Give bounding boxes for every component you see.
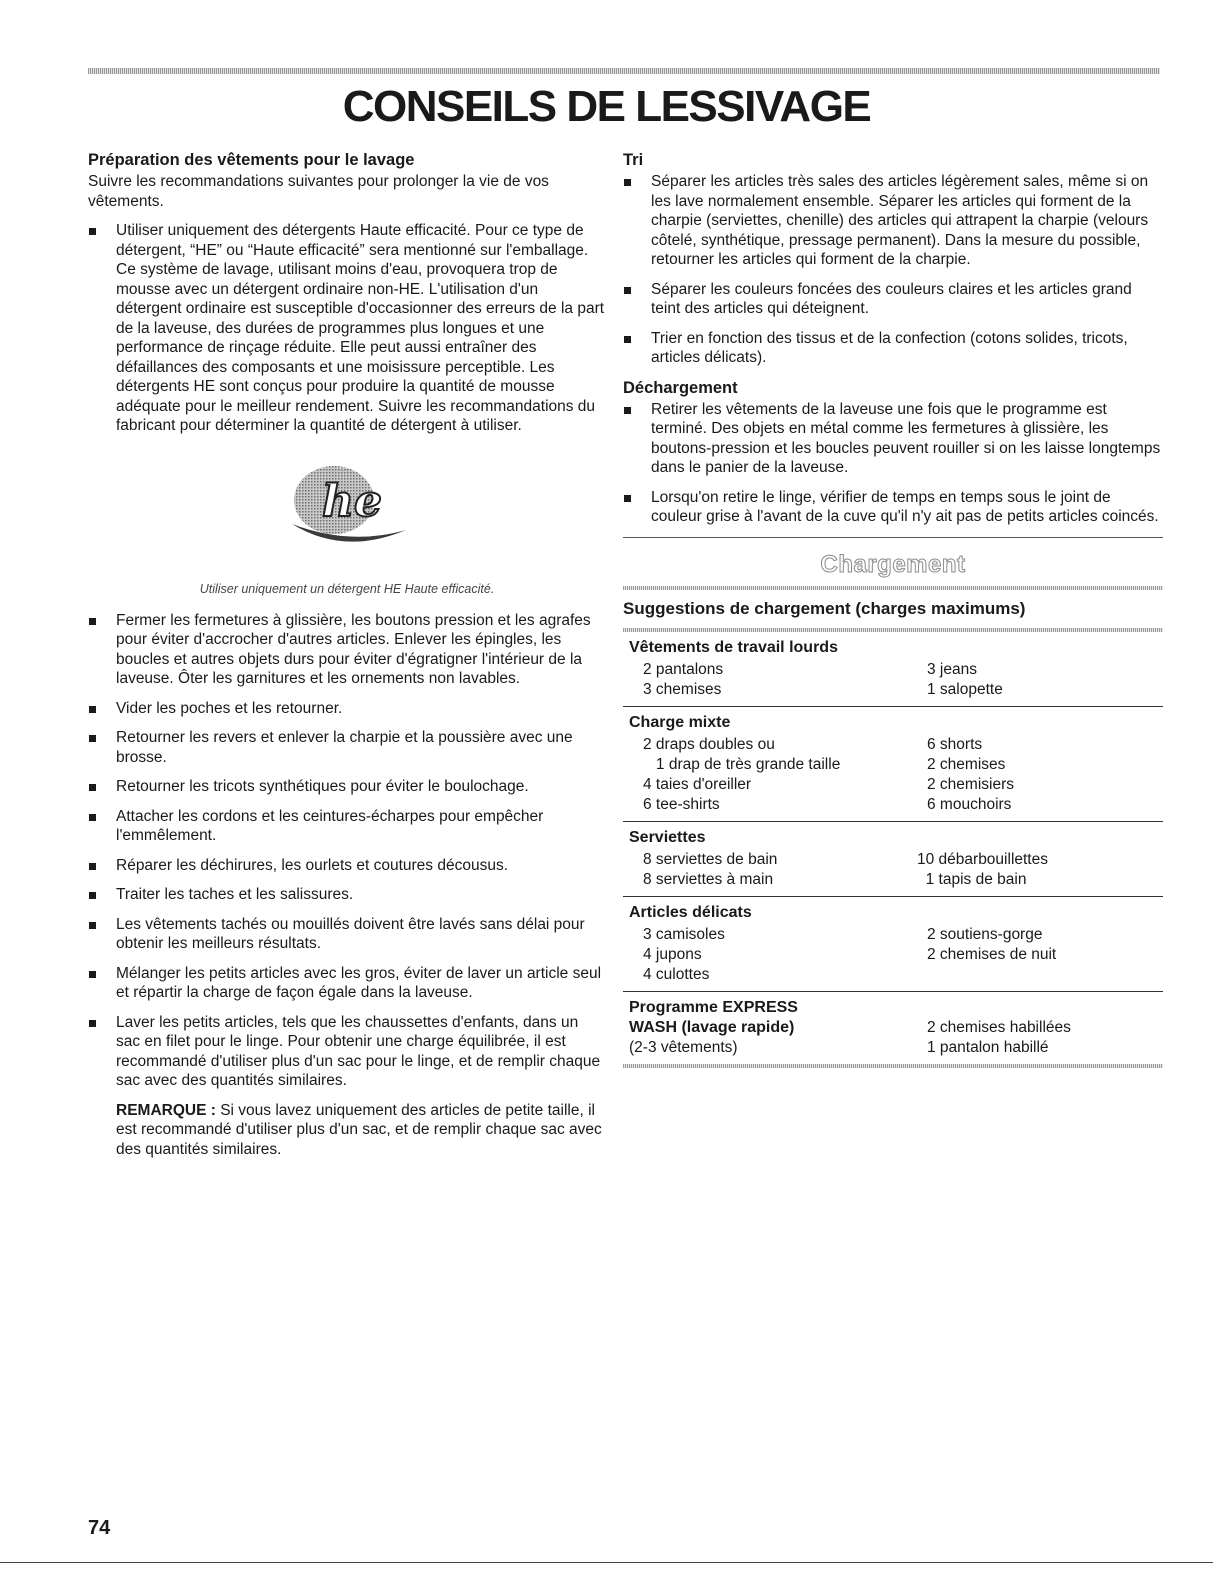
- load-category: [623, 897, 1163, 991]
- logo-caption: Utiliser uniquement un détergent HE Haute efficacité.: [199, 581, 495, 596]
- category-title: Charge mixte: [629, 713, 731, 731]
- list-item: [623, 280, 1163, 319]
- bullet-square-icon: [89, 706, 96, 713]
- list-item: [623, 329, 1163, 368]
- list-item: [88, 915, 606, 954]
- category-title: Articles délicats: [629, 903, 752, 921]
- bullet-square-icon: [89, 971, 96, 978]
- express-title-line2: WASH (lavage rapide): [629, 1018, 795, 1036]
- load-item: 2 chemisiers: [927, 775, 1014, 793]
- load-item: 10 débarbouillettes: [917, 850, 1048, 868]
- bullet-text: Laver les petits articles, tels que les chaussettes d'enfants, dans un sac en filet pour le linge. Pour obtenir une charge équilibrée, il est recommandé d'utiliser plus d'un sac pour le linge, et de remplir chaque sac avec des quantités similaires.: [116, 1013, 601, 1089]
- list-item: [88, 964, 606, 1003]
- bullet-text: Trier en fonction des tissus et de la confection (cotons solides, tricots, articles délicats).: [651, 329, 1128, 366]
- load-item: 6 tee-shirts: [643, 795, 720, 813]
- category-title: Serviettes: [629, 828, 706, 846]
- load-item: 2 draps doubles ou: [643, 735, 775, 753]
- load-item: 2 soutiens-gorge: [927, 925, 1043, 943]
- list-item: [88, 777, 606, 797]
- load-item: 4 jupons: [643, 945, 702, 963]
- bullet-square-icon: [89, 784, 96, 791]
- load-item: 6 mouchoirs: [927, 795, 1012, 813]
- load-item: 1 tapis de bain: [917, 870, 1027, 888]
- load-item: 8 serviettes de bain: [643, 850, 778, 868]
- load-item: 1 salopette: [927, 680, 1003, 698]
- chargement-title: Chargement: [820, 550, 966, 578]
- bullet-square-icon: [624, 179, 631, 186]
- preparation-list-2: [88, 611, 606, 1091]
- bullet-square-icon: [624, 407, 631, 414]
- load-category: [623, 822, 1163, 896]
- bullet-square-icon: [89, 228, 96, 235]
- note-label: REMARQUE :: [116, 1101, 216, 1119]
- bullet-square-icon: [89, 618, 96, 625]
- load-item: 3 chemises: [643, 680, 722, 698]
- list-item: [623, 488, 1163, 527]
- list-item: [88, 807, 606, 846]
- page-title: CONSEILS DE LESSIVAGE: [342, 82, 871, 131]
- suggestions-heading: Suggestions de chargement (charges maximums): [623, 598, 1026, 618]
- he-logo-block: [88, 446, 606, 581]
- bullet-square-icon: [89, 1020, 96, 1027]
- page-number: 74: [88, 1517, 111, 1539]
- he-logo-icon: [284, 460, 412, 552]
- load-item: 4 taies d'oreiller: [643, 775, 752, 793]
- load-category: [623, 707, 1163, 821]
- he-logo-text: he: [322, 475, 382, 527]
- dechargement-list: [623, 400, 1163, 527]
- bullet-square-icon: [624, 287, 631, 294]
- dotted-rule: [623, 586, 1163, 590]
- bullet-text: Vider les poches et les retourner.: [116, 699, 343, 717]
- load-category: [623, 632, 1163, 706]
- category-title: Vêtements de travail lourds: [629, 638, 838, 656]
- section-divider: [623, 537, 1163, 538]
- bullet-text: Séparer les articles très sales des articles légèrement sales, même si on les lave normalement ensemble. Séparer les articles qui forment de la charpie (serviettes, chenille) des articles qui attrapent la charpie (velours côtelé, synthétique, pressage permanent). Dans la mesure du possible, retourner les articles qui forment de la charpie.: [651, 173, 1149, 268]
- load-item: 2 pantalons: [643, 660, 724, 678]
- list-item: [88, 699, 606, 719]
- dotted-rule: [623, 1064, 1163, 1068]
- load-item: 3 jeans: [927, 660, 977, 678]
- note-paragraph: [88, 1101, 606, 1160]
- left-column: [88, 150, 606, 1159]
- preparation-intro: Suivre les recommandations suivantes pour prolonger la vie de vos vêtements.: [88, 173, 549, 210]
- load-item: 3 camisoles: [643, 925, 725, 943]
- list-item: [88, 611, 606, 689]
- bullet-square-icon: [89, 814, 96, 821]
- bullet-square-icon: [89, 735, 96, 742]
- list-item: [623, 400, 1163, 478]
- dechargement-heading: Déchargement: [623, 378, 738, 397]
- tri-list: [623, 172, 1163, 368]
- bullet-text: Fermer les fermetures à glissière, les boutons pression et les agrafes pour éviter d'accrocher d'autres articles. Enlever les épingles, les boucles et autres objets durs pour éviter d'égratigner l'intérieur de la laveuse. Ôter les garnitures et les ornements non lavables.: [116, 611, 591, 687]
- bullet-square-icon: [624, 495, 631, 502]
- tri-heading: Tri: [623, 151, 644, 169]
- bullet-square-icon: [624, 336, 631, 343]
- load-item: 8 serviettes à main: [643, 870, 774, 888]
- bullet-text: Lorsqu'on retire le linge, vérifier de temps en temps sous le joint de couleur grise à l'avant de la cuve qu'il n'y ait pas de petits articles coincés.: [651, 488, 1159, 525]
- express-subtitle: (2-3 vêtements): [629, 1038, 738, 1056]
- bullet-text: Réparer les déchirures, les ourlets et coutures décousus.: [116, 856, 509, 874]
- bullet-square-icon: [89, 922, 96, 929]
- bullet-text: Retourner les revers et enlever la charpie et la poussière avec une brosse.: [116, 729, 573, 766]
- load-item: 2 chemises habillées: [927, 1018, 1071, 1036]
- bullet-text: Mélanger les petits articles avec les gros, éviter de laver un article seul et répartir la charge de façon égale dans la laveuse.: [116, 964, 602, 1001]
- preparation-list: [88, 221, 606, 436]
- bullet-text: Traiter les taches et les salissures.: [116, 886, 354, 903]
- load-item: 1 drap de très grande taille: [643, 755, 841, 773]
- bullet-text: Utiliser uniquement des détergents Haute efficacité. Pour ce type de détergent, “HE” ou “Haute efficacité” sera mentionné sur l'emballage. Ce système de lavage, utilisant moins d'eau, provoquera trop de mousse avec un détergent ordinaire non-HE. L'utilisation d'un détergent ordinaire est susceptible d'occasionner des erreurs de la part de la laveuse, des durées de programmes plus longues et une performance de rinçage réduite. Elle peut aussi entraîner des défaillances des composants et une moisissure perceptible. Les détergents HE sont conçus pour produire la quantité de mousse adéquate pour le meilleur rendement. Suivre les recommandations du fabricant pour déterminer la quantité de détergent à utiliser.: [116, 222, 605, 434]
- load-item: 2 chemises de nuit: [927, 945, 1057, 963]
- bullet-square-icon: [89, 892, 96, 899]
- list-item: [88, 221, 606, 436]
- preparation-heading: Préparation des vêtements pour le lavage: [88, 151, 415, 169]
- bullet-text: Retirer les vêtements de la laveuse une fois que le programme est terminé. Des objets en métal comme les fermetures à glissière, les boutons-pression et les boucles peuvent rouiller si on les laisse longtemps dans le panier de la laveuse.: [651, 400, 1161, 476]
- bullet-text: Retourner les tricots synthétiques pour éviter le boulochage.: [116, 778, 529, 795]
- list-item: [88, 856, 606, 876]
- top-dotted-rule: [88, 68, 1160, 74]
- list-item: [88, 885, 606, 905]
- bottom-rule: [0, 1562, 1213, 1563]
- bullet-text: Les vêtements tachés ou mouillés doivent être lavés sans délai pour obtenir les meilleurs résultats.: [116, 915, 585, 952]
- list-item: [623, 172, 1163, 270]
- bullet-square-icon: [89, 863, 96, 870]
- load-item: 4 culottes: [643, 965, 710, 983]
- right-column: [623, 150, 1163, 1068]
- load-item: 2 chemises: [927, 755, 1006, 773]
- list-item: [88, 1013, 606, 1091]
- note-text: Si vous lavez uniquement des articles de petite taille, il est recommandé d'utiliser plus d'un sac, et de remplir chaque sac avec des quantités similaires.: [116, 1101, 602, 1158]
- load-item: 6 shorts: [927, 735, 983, 753]
- list-item: [88, 728, 606, 767]
- load-item: 1 pantalon habillé: [927, 1038, 1049, 1056]
- express-title-line1: Programme EXPRESS: [629, 998, 798, 1016]
- bullet-text: Attacher les cordons et les ceintures-écharpes pour empêcher l'emmêlement.: [116, 807, 544, 844]
- load-category-express: [623, 992, 1163, 1064]
- bullet-text: Séparer les couleurs foncées des couleurs claires et les articles grand teint des articles qui déteignent.: [651, 280, 1132, 317]
